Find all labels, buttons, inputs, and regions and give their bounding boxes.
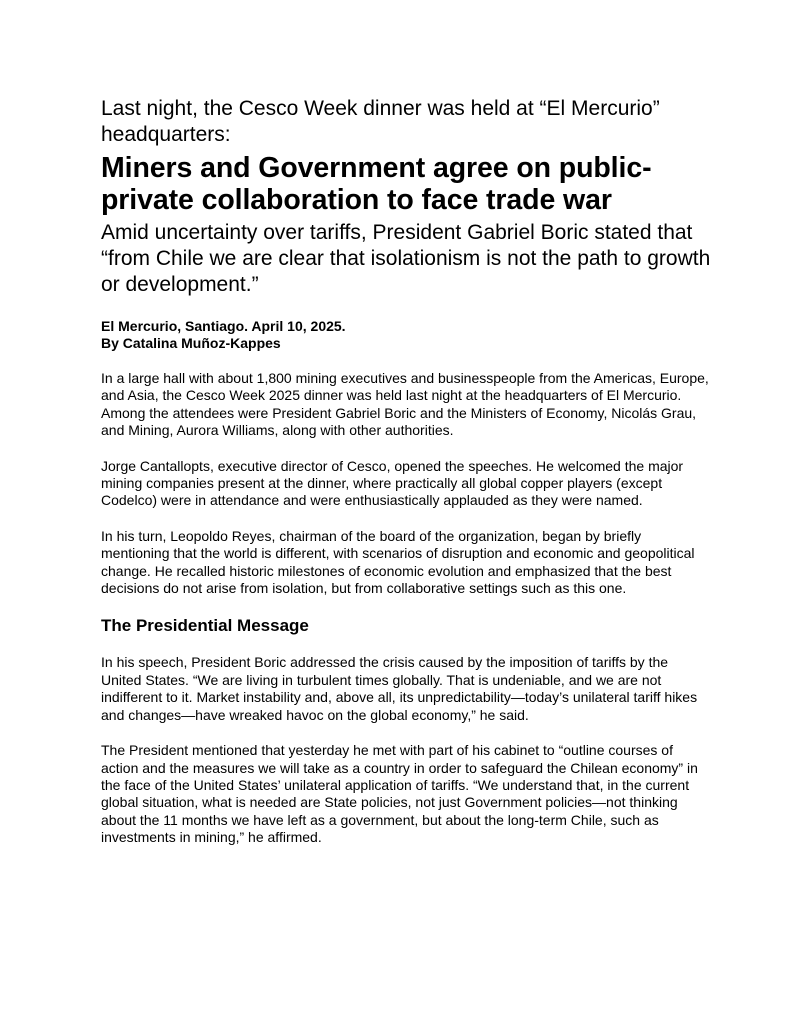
section-paragraph: In his speech, President Boric addressed the crisis caused by the imposition of tariffs by the United States. “We are living in turbulent times globally. That is undeniable, and we are not indifferent to it. Market instability and, above all, its unpredictability—today’s unilateral tariff hikes and changes—have wreaked havoc on the global economy,” he said. bbox=[101, 654, 698, 723]
article-dateline: El Mercurio, Santiago. April 10, 2025. bbox=[101, 318, 346, 334]
article-paragraph: Jorge Cantallopts, executive director of Cesco, opened the speeches. He welcomed the major mining companies present at the dinner, where practically all global copper players (except Codelco) were in attendance and were enthusiastically applauded as they were named. bbox=[101, 457, 684, 509]
article-paragraph: In a large hall with about 1,800 mining executives and businesspeople from the Americas, Europe, and Asia, the Cesco Week 2025 dinner was held last night at the headquarters of El Mercurio. Among the attendees were President Gabriel Boric and the Ministers of Economy, Nicolás Grau, and Mining, Aurora Williams, along with other authorities. bbox=[101, 370, 709, 439]
article-kicker: Last night, the Cesco Week dinner was held at “El Mercurio” headquarters: bbox=[101, 97, 660, 146]
article-headline: Miners and Government agree on public-private collaboration to face trade war bbox=[101, 152, 652, 216]
article-paragraph: In his turn, Leopoldo Reyes, chairman of the board of the organization, began by briefly mentioning that the world is different, with scenarios of disruption and economic and geopolitical change. He recalled historic milestones of economic evolution and emphasized that the best decisions do not arise from isolation, but from collaborative settings such as this one. bbox=[101, 527, 695, 597]
section-paragraph: The President mentioned that yesterday he met with part of his cabinet to “outline courses of action and the measures we will take as a country in order to safeguard the Chilean economy” in the face of the United States’ unilateral application of tariffs. “We understand that, in the current global situation, what is needed are State policies, not just Government policies—not thinking about the 11 months we have left as a government, but about the long-term Chile, such as investments in mining,” he affirmed. bbox=[101, 742, 698, 846]
article-deck: Amid uncertainty over tariffs, President Gabriel Boric stated that “from Chile we are clear that isolationism is not the path to growth or development.” bbox=[101, 221, 711, 296]
article-byline-block bbox=[101, 318, 711, 352]
article-author: By Catalina Muñoz-Kappes bbox=[101, 335, 281, 351]
article bbox=[101, 96, 711, 847]
section-title: The Presidential Message bbox=[101, 616, 309, 636]
